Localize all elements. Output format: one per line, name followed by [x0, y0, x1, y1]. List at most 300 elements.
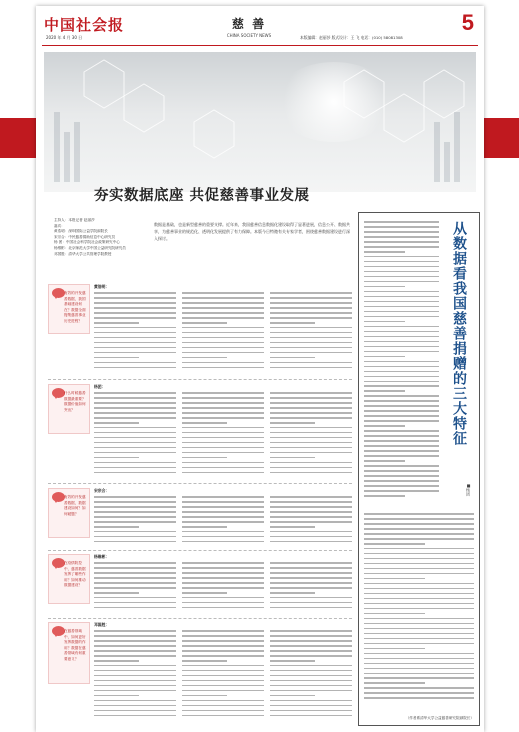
text-line [94, 322, 139, 324]
text-line [364, 578, 425, 580]
text-line [270, 442, 352, 444]
text-line [270, 342, 352, 344]
text-line [94, 506, 176, 508]
text-line [182, 582, 264, 584]
text-line [270, 312, 352, 314]
text-line [364, 361, 439, 363]
text-line [364, 341, 439, 343]
text-line [270, 412, 352, 414]
text-line [182, 467, 264, 469]
text-line [94, 452, 176, 454]
text-line [94, 467, 176, 469]
text-line [364, 465, 439, 467]
credit-line: 黄浩明：深圳国际公益学院副院长 [54, 229, 108, 234]
text-line [182, 635, 264, 637]
text-line [364, 231, 439, 233]
question-box [48, 284, 90, 334]
text-line [270, 437, 352, 439]
text-line [94, 640, 176, 642]
text-line [94, 307, 176, 309]
question-text: 有效的开发慈善数据，数据建设如何？如何破题？ [64, 495, 86, 516]
text-line [94, 447, 176, 449]
credit-line: 杨 团：中国社会科学院社会政策研究中心 [54, 240, 120, 245]
credits-box [54, 218, 146, 257]
text-line [94, 422, 139, 424]
answer-body [94, 554, 352, 612]
text-line [364, 246, 439, 248]
text-line [94, 562, 176, 564]
text-line [364, 628, 474, 630]
text-line [364, 653, 474, 655]
answer-text [94, 496, 352, 546]
text-line [94, 602, 176, 604]
text-line [182, 402, 264, 404]
text-line [364, 460, 405, 462]
answer-body [94, 622, 352, 720]
text-line [270, 511, 352, 513]
text-line [364, 553, 474, 555]
text-line [364, 480, 439, 482]
text-line [364, 518, 474, 520]
sidebar-article [358, 212, 480, 726]
text-line [182, 362, 264, 364]
text-line [182, 332, 264, 334]
text-line [94, 587, 176, 589]
text-line [364, 356, 405, 358]
text-line [94, 362, 176, 364]
text-line [270, 322, 315, 324]
banner-hexagon-pattern [44, 52, 476, 192]
text-line [364, 533, 474, 535]
text-line [182, 501, 264, 503]
text-line [270, 630, 352, 632]
text-line [364, 563, 474, 565]
text-line [364, 523, 474, 525]
text-line [94, 592, 139, 594]
text-line [94, 357, 139, 359]
text-line [364, 558, 474, 560]
text-line [182, 506, 264, 508]
text-line [94, 327, 176, 329]
text-line [182, 536, 264, 538]
text-line [270, 427, 352, 429]
text-line [182, 412, 264, 414]
text-line [94, 442, 176, 444]
text-line [270, 695, 315, 697]
text-line [364, 336, 439, 338]
text-line [364, 256, 439, 258]
text-line [364, 435, 439, 437]
text-line [94, 665, 176, 667]
question-box [48, 488, 90, 538]
text-line [364, 311, 439, 313]
text-line [182, 302, 264, 304]
text-line [182, 392, 264, 394]
text-line [94, 670, 176, 672]
text-line [364, 385, 439, 387]
text-line [364, 241, 439, 243]
text-line [182, 472, 264, 474]
text-line [94, 427, 176, 429]
text-line [270, 655, 352, 657]
question-box [48, 384, 90, 434]
text-line [94, 317, 176, 319]
page-number: 5 [461, 10, 474, 35]
text-line [364, 603, 474, 605]
text-line [270, 526, 315, 528]
text-line [270, 607, 352, 609]
text-line [182, 670, 264, 672]
text-line [94, 541, 176, 543]
text-line [182, 640, 264, 642]
text-line [364, 455, 439, 457]
text-line [94, 297, 176, 299]
text-line [94, 407, 176, 409]
text-line [364, 513, 474, 515]
text-line [364, 648, 425, 650]
text-line [364, 286, 405, 288]
text-line [182, 680, 264, 682]
text-line [182, 511, 264, 513]
text-line [270, 660, 315, 662]
question-text: 在疫情防控中，慈善数据发挥了哪些作用？如何推动数据建设？ [64, 561, 86, 588]
text-line [270, 292, 352, 294]
paper-date: 2020 年 4 月 30 日 [46, 35, 83, 40]
lead-paragraph: 数据是基础，也是新型慈善的重要支撑。近年来，我国慈善信息数据化建设取得了显著进展，信息公开、数据共享，为慈善事业的规范化、透明化发展提供了有力保障。本版今日特邀有关专家学者，围绕慈善数据建设进行深入探讨。 [154, 222, 350, 241]
text-line [94, 352, 176, 354]
text-line [364, 593, 474, 595]
text-line [94, 511, 176, 513]
credit-line: 主持人：本报记者 赵丽莎 [54, 218, 95, 222]
text-line [182, 572, 264, 574]
text-line [94, 332, 176, 334]
text-line [182, 562, 264, 564]
text-line [270, 501, 352, 503]
text-line [270, 705, 352, 707]
text-line [364, 687, 474, 689]
text-line [182, 417, 264, 419]
text-line [364, 608, 474, 610]
text-line [364, 663, 474, 665]
text-line [94, 660, 139, 662]
answer-body [94, 384, 352, 477]
text-line [182, 342, 264, 344]
text-line [94, 655, 176, 657]
text-line [182, 307, 264, 309]
text-line [270, 536, 352, 538]
text-line [182, 660, 227, 662]
right-red-tab [482, 118, 519, 158]
text-line [364, 331, 439, 333]
qa-block-2 [48, 384, 352, 480]
sidebar-article-author: ■杨团 [466, 483, 471, 496]
text-line [94, 521, 176, 523]
text-line [364, 346, 439, 348]
text-line [364, 573, 474, 575]
text-line [182, 645, 264, 647]
text-line [270, 302, 352, 304]
text-line [364, 623, 474, 625]
text-line [94, 417, 176, 419]
text-line [270, 496, 352, 498]
text-line [182, 352, 264, 354]
text-line [364, 381, 439, 383]
text-line [364, 366, 439, 368]
text-line [94, 567, 176, 569]
question-text: 什么时候慈善数据最重要？数据价值如何突出？ [64, 391, 86, 412]
left-red-tab [0, 118, 37, 158]
text-line [182, 705, 264, 707]
credit-line: 邓国胜：清华大学公共管理学院教授 [54, 251, 112, 256]
text-line [270, 347, 352, 349]
text-line [94, 645, 176, 647]
text-line [94, 695, 139, 697]
text-line [364, 485, 439, 487]
credit-line: 杨维彬：北京师范大学中国公益研究院研究员 [54, 245, 126, 250]
text-line [270, 362, 352, 364]
text-line [182, 322, 227, 324]
text-line [270, 402, 352, 404]
text-line [364, 583, 474, 585]
text-line [94, 432, 176, 434]
text-line [270, 432, 352, 434]
text-line [364, 261, 439, 263]
text-line [270, 297, 352, 299]
text-line [364, 400, 439, 402]
text-line [270, 447, 352, 449]
sidebar-article-title: 从数据看我国慈善捐赠的三大特征 [451, 221, 467, 446]
text-line [270, 307, 352, 309]
text-line [182, 675, 264, 677]
text-line [364, 538, 474, 540]
speaker-name: 杨维彬： [94, 554, 110, 559]
text-line [94, 700, 176, 702]
text-line [182, 442, 264, 444]
text-line [94, 635, 176, 637]
text-line [270, 521, 352, 523]
text-line [94, 607, 176, 609]
text-line [94, 367, 176, 369]
text-line [182, 531, 264, 533]
text-line [270, 317, 352, 319]
text-line [94, 690, 176, 692]
editor-credits: 本版编辑：赵丽莎 版式设计：王 飞 电话：(010) 58081308 [300, 35, 403, 40]
text-line [182, 422, 227, 424]
text-line [270, 582, 352, 584]
text-line [94, 472, 176, 474]
text-line [94, 597, 176, 599]
answer-text [94, 630, 352, 720]
text-line [364, 528, 474, 530]
text-line [270, 452, 352, 454]
masthead [36, 6, 484, 50]
text-line [182, 516, 264, 518]
text-line [182, 587, 264, 589]
sidebar-article-text-bottom [364, 513, 474, 711]
text-line [270, 665, 352, 667]
text-line [94, 536, 176, 538]
section-divider [48, 483, 352, 484]
masthead-rule [42, 45, 478, 46]
speaker-name: 邓国胜： [94, 622, 110, 627]
section-subtitle: CHINA SOCIETY NEWS [226, 33, 272, 38]
text-line [364, 658, 474, 660]
text-line [364, 390, 405, 392]
text-line [182, 327, 264, 329]
text-line [182, 347, 264, 349]
text-line [182, 655, 264, 657]
text-line [182, 567, 264, 569]
text-line [364, 415, 439, 417]
text-line [364, 395, 439, 397]
text-line [94, 412, 176, 414]
text-line [182, 312, 264, 314]
text-line [364, 673, 474, 675]
text-line [94, 526, 139, 528]
text-line [364, 376, 439, 378]
speaker-name: 杨团： [94, 384, 106, 389]
text-line [182, 521, 264, 523]
text-line [182, 297, 264, 299]
text-line [94, 292, 176, 294]
qa-block-1 [48, 284, 352, 376]
text-line [182, 407, 264, 409]
text-line [94, 337, 176, 339]
text-line [364, 633, 474, 635]
text-line [94, 392, 176, 394]
text-line [182, 337, 264, 339]
text-line [270, 645, 352, 647]
text-line [182, 437, 264, 439]
text-line [270, 572, 352, 574]
text-line [94, 680, 176, 682]
text-line [364, 495, 405, 497]
text-line [364, 682, 425, 684]
text-line [364, 677, 474, 679]
text-line [270, 506, 352, 508]
text-line [270, 407, 352, 409]
text-line [94, 397, 176, 399]
text-line [364, 668, 474, 670]
text-line [94, 710, 176, 712]
text-line [182, 317, 264, 319]
text-line [94, 312, 176, 314]
text-line [182, 577, 264, 579]
banner-image [44, 52, 476, 192]
text-line [94, 342, 176, 344]
text-line [94, 715, 176, 717]
text-line [182, 700, 264, 702]
question-box [48, 554, 90, 604]
text-line [182, 650, 264, 652]
newspaper-page [36, 6, 484, 732]
text-line [270, 597, 352, 599]
text-line [270, 592, 315, 594]
text-line [94, 572, 176, 574]
text-line [94, 501, 176, 503]
text-line [94, 685, 176, 687]
text-line [270, 357, 315, 359]
text-line [364, 410, 439, 412]
text-line [364, 613, 425, 615]
text-line [364, 306, 439, 308]
text-line [364, 618, 474, 620]
text-line [270, 710, 352, 712]
text-line [364, 271, 439, 273]
text-line [270, 640, 352, 642]
text-line [270, 715, 352, 717]
text-line [364, 321, 405, 323]
text-line [364, 430, 439, 432]
text-line [94, 516, 176, 518]
text-line [182, 432, 264, 434]
text-line [364, 543, 425, 545]
text-line [94, 650, 176, 652]
text-line [182, 541, 264, 543]
text-line [364, 351, 439, 353]
text-line [94, 302, 176, 304]
text-line [364, 697, 474, 699]
text-line [94, 577, 176, 579]
section-name: 慈 善 [231, 17, 267, 31]
text-line [364, 420, 439, 422]
text-line [364, 548, 474, 550]
text-line [364, 326, 439, 328]
text-line [94, 437, 176, 439]
text-line [182, 695, 227, 697]
text-line [182, 462, 264, 464]
text-line [182, 690, 264, 692]
text-line [94, 675, 176, 677]
text-line [182, 592, 227, 594]
text-line [270, 462, 352, 464]
text-line [270, 516, 352, 518]
text-line [182, 292, 264, 294]
text-line [182, 452, 264, 454]
text-line [364, 588, 474, 590]
text-line [364, 643, 474, 645]
text-line [182, 526, 227, 528]
text-line [364, 692, 474, 694]
answer-body [94, 284, 352, 372]
text-line [94, 457, 139, 459]
text-line [94, 496, 176, 498]
text-line [270, 367, 352, 369]
text-line [364, 221, 439, 223]
text-line [364, 425, 405, 427]
text-line [270, 567, 352, 569]
qa-block-3 [48, 488, 352, 548]
speaker-name: 宋宗合： [94, 488, 110, 493]
credit-line: 宋宗合：中民慈善捐助信息中心研究员 [54, 234, 116, 239]
text-line [270, 635, 352, 637]
text-line [364, 598, 474, 600]
paper-name: 中国社会报 [44, 16, 125, 34]
text-line [182, 607, 264, 609]
text-line [182, 715, 264, 717]
answer-text [94, 392, 352, 477]
question-text: 有效的开发慈善数据，我国基础建设何在？数据全面搜集慈善事业历史进程？ [64, 291, 86, 323]
sidebar-article-footer: （作者系清华大学公益慈善研究院副院长） [405, 716, 474, 720]
text-line [364, 291, 439, 293]
text-line [364, 638, 474, 640]
text-line [94, 705, 176, 707]
question-box [48, 622, 90, 684]
text-line [270, 680, 352, 682]
text-line [364, 445, 439, 447]
text-line [270, 422, 315, 424]
text-line [364, 301, 439, 303]
